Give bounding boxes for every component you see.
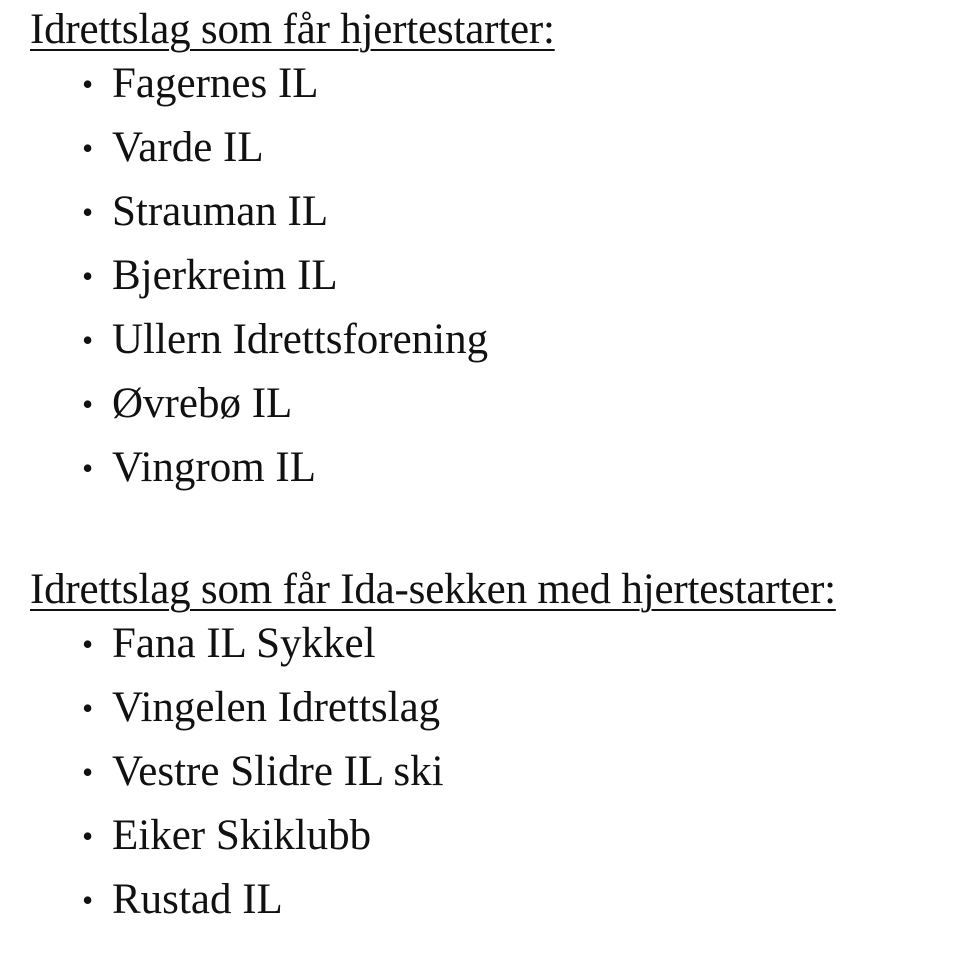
club-name: Fagernes IL	[112, 60, 319, 107]
list-item	[30, 120, 555, 184]
club-name: Varde IL	[112, 124, 264, 171]
club-name: Fana IL Sykkel	[112, 620, 376, 667]
list-item	[30, 312, 555, 376]
list-item	[30, 248, 555, 312]
list-item	[30, 744, 836, 808]
club-name: Vestre Slidre IL ski	[112, 748, 444, 795]
bullet-icon: •	[82, 690, 94, 726]
section-heading-hjertestarter: Idrettslag som får hjertestarter:	[30, 6, 555, 53]
section-hjertestarter	[30, 4, 555, 504]
section-heading-ida-sekken: Idrettslag som får Ida-sekken med hjertestarter:	[30, 566, 836, 613]
club-name: Øvrebø IL	[112, 380, 293, 427]
list-item	[30, 184, 555, 248]
list-item	[30, 376, 555, 440]
section-ida-sekken	[30, 564, 836, 936]
club-name: Bjerkreim IL	[112, 252, 338, 299]
bullet-icon: •	[82, 450, 94, 486]
bullet-icon: •	[82, 322, 94, 358]
bullet-icon: •	[82, 66, 94, 102]
club-name: Eiker Skiklubb	[112, 812, 372, 859]
club-list-ida-sekken	[30, 616, 836, 936]
list-item	[30, 616, 836, 680]
bullet-icon: •	[82, 818, 94, 854]
bullet-icon: •	[82, 754, 94, 790]
bullet-icon: •	[82, 194, 94, 230]
list-item	[30, 56, 555, 120]
bullet-icon: •	[82, 626, 94, 662]
bullet-icon: •	[82, 386, 94, 422]
list-item	[30, 440, 555, 504]
list-item	[30, 808, 836, 872]
club-name: Vingelen Idrettslag	[112, 684, 441, 731]
club-name: Ullern Idrettsforening	[112, 316, 489, 363]
bullet-icon: •	[82, 258, 94, 294]
list-item	[30, 680, 836, 744]
bullet-icon: •	[82, 882, 94, 918]
club-name: Strauman IL	[112, 188, 329, 235]
club-list-hjertestarter	[30, 56, 555, 504]
list-item	[30, 872, 836, 936]
club-name: Rustad IL	[112, 876, 283, 923]
bullet-icon: •	[82, 130, 94, 166]
club-name: Vingrom IL	[112, 444, 317, 491]
